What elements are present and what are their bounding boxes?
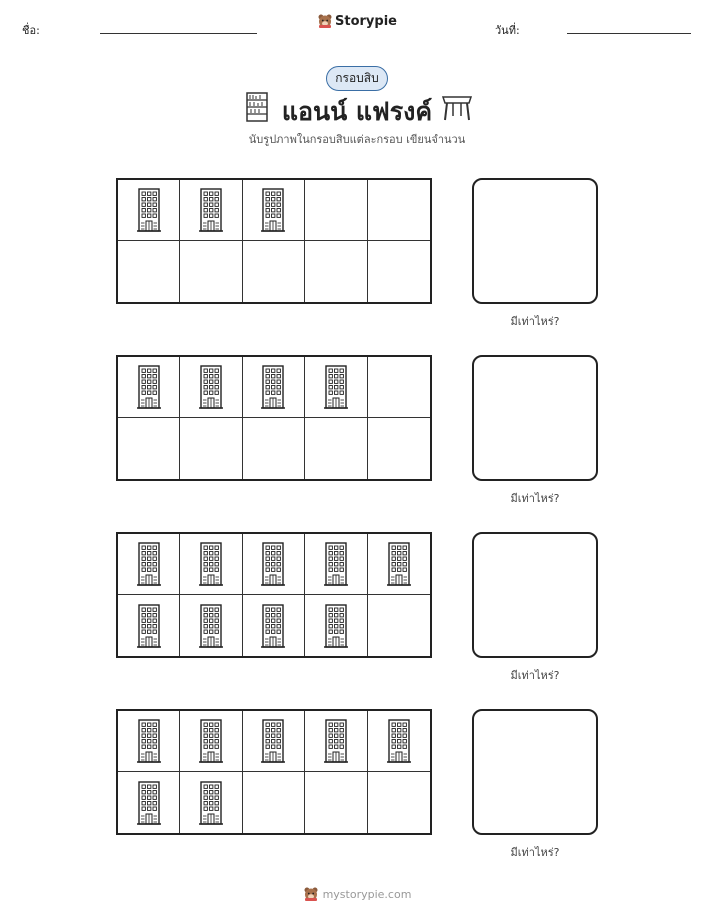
building-icon — [198, 781, 224, 825]
frame-cell — [118, 711, 180, 772]
frame-cell — [118, 357, 180, 418]
building-icon — [386, 542, 412, 586]
page-title: แอนน์ แฟรงค์ — [281, 97, 433, 126]
frame-cell — [368, 711, 430, 772]
frame-cell — [180, 241, 242, 302]
frame-cell — [180, 772, 242, 833]
topic-badge: กรอบสิบ — [326, 66, 388, 91]
footer-site: mystorypie.com — [322, 887, 412, 901]
frame-cell — [305, 180, 367, 241]
name-line[interactable] — [100, 33, 257, 34]
frame-cell — [243, 357, 305, 418]
building-icon — [198, 719, 224, 763]
building-icon — [323, 604, 349, 648]
frame-cell — [368, 534, 430, 595]
frame-cell — [180, 418, 242, 479]
building-icon — [136, 188, 162, 232]
frame-cell — [180, 180, 242, 241]
ten-frame-1 — [116, 178, 432, 304]
frame-cell — [180, 595, 242, 656]
instructions: นับรูปภาพในกรอบสิบแต่ละกรอบ เขียนจำนวน — [248, 133, 466, 146]
building-icon — [198, 604, 224, 648]
date-line[interactable] — [567, 33, 691, 34]
brand-name: Storypie — [335, 13, 397, 29]
ten-frame-2 — [116, 355, 432, 481]
question-label: มีเท่าไหร่? — [510, 669, 560, 682]
brand — [0, 13, 714, 29]
frame-cell — [180, 711, 242, 772]
answer-box-2[interactable] — [472, 355, 598, 481]
question-label: มีเท่าไหร่? — [510, 315, 560, 328]
frame-cell — [305, 241, 367, 302]
building-icon — [260, 604, 286, 648]
frame-cell — [368, 241, 430, 302]
frame-cell — [368, 357, 430, 418]
frame-cell — [118, 534, 180, 595]
building-icon — [136, 365, 162, 409]
frame-cell — [118, 595, 180, 656]
building-icon — [260, 188, 286, 232]
frame-cell — [305, 357, 367, 418]
building-icon — [136, 542, 162, 586]
frame-cell — [180, 534, 242, 595]
frame-cell — [118, 772, 180, 833]
question-label: มีเท่าไหร่? — [510, 846, 560, 859]
frame-cell — [118, 418, 180, 479]
frame-cell — [180, 357, 242, 418]
frame-cell — [118, 180, 180, 241]
frame-cell — [368, 772, 430, 833]
building-icon — [136, 719, 162, 763]
frame-cell — [118, 241, 180, 302]
date-label: วันที่: — [495, 24, 520, 37]
frame-cell — [368, 595, 430, 656]
building-icon — [323, 719, 349, 763]
frame-cell — [243, 418, 305, 479]
ten-frame-4 — [116, 709, 432, 835]
building-icon — [323, 542, 349, 586]
building-icon — [198, 542, 224, 586]
frame-cell — [243, 534, 305, 595]
building-icon — [198, 188, 224, 232]
frame-cell — [305, 418, 367, 479]
bear-logo-icon — [317, 13, 333, 29]
building-icon — [198, 365, 224, 409]
frame-cell — [243, 772, 305, 833]
frame-cell — [243, 241, 305, 302]
building-icon — [323, 365, 349, 409]
frame-cell — [243, 711, 305, 772]
name-label: ชื่อ: — [22, 24, 40, 37]
frame-cell — [305, 595, 367, 656]
answer-box-4[interactable] — [472, 709, 598, 835]
building-icon — [136, 781, 162, 825]
building-icon — [386, 719, 412, 763]
building-icon — [136, 604, 162, 648]
building-icon — [260, 365, 286, 409]
frame-cell — [243, 595, 305, 656]
question-label: มีเท่าไหร่? — [510, 492, 560, 505]
bear-logo-icon — [303, 886, 319, 902]
frame-cell — [368, 418, 430, 479]
frame-cell — [243, 180, 305, 241]
frame-cell — [368, 180, 430, 241]
answer-box-3[interactable] — [472, 532, 598, 658]
footer — [0, 886, 714, 902]
frame-cell — [305, 772, 367, 833]
frame-cell — [305, 711, 367, 772]
building-icon — [260, 542, 286, 586]
frame-cell — [305, 534, 367, 595]
ten-frame-3 — [116, 532, 432, 658]
building-icon — [260, 719, 286, 763]
answer-box-1[interactable] — [472, 178, 598, 304]
